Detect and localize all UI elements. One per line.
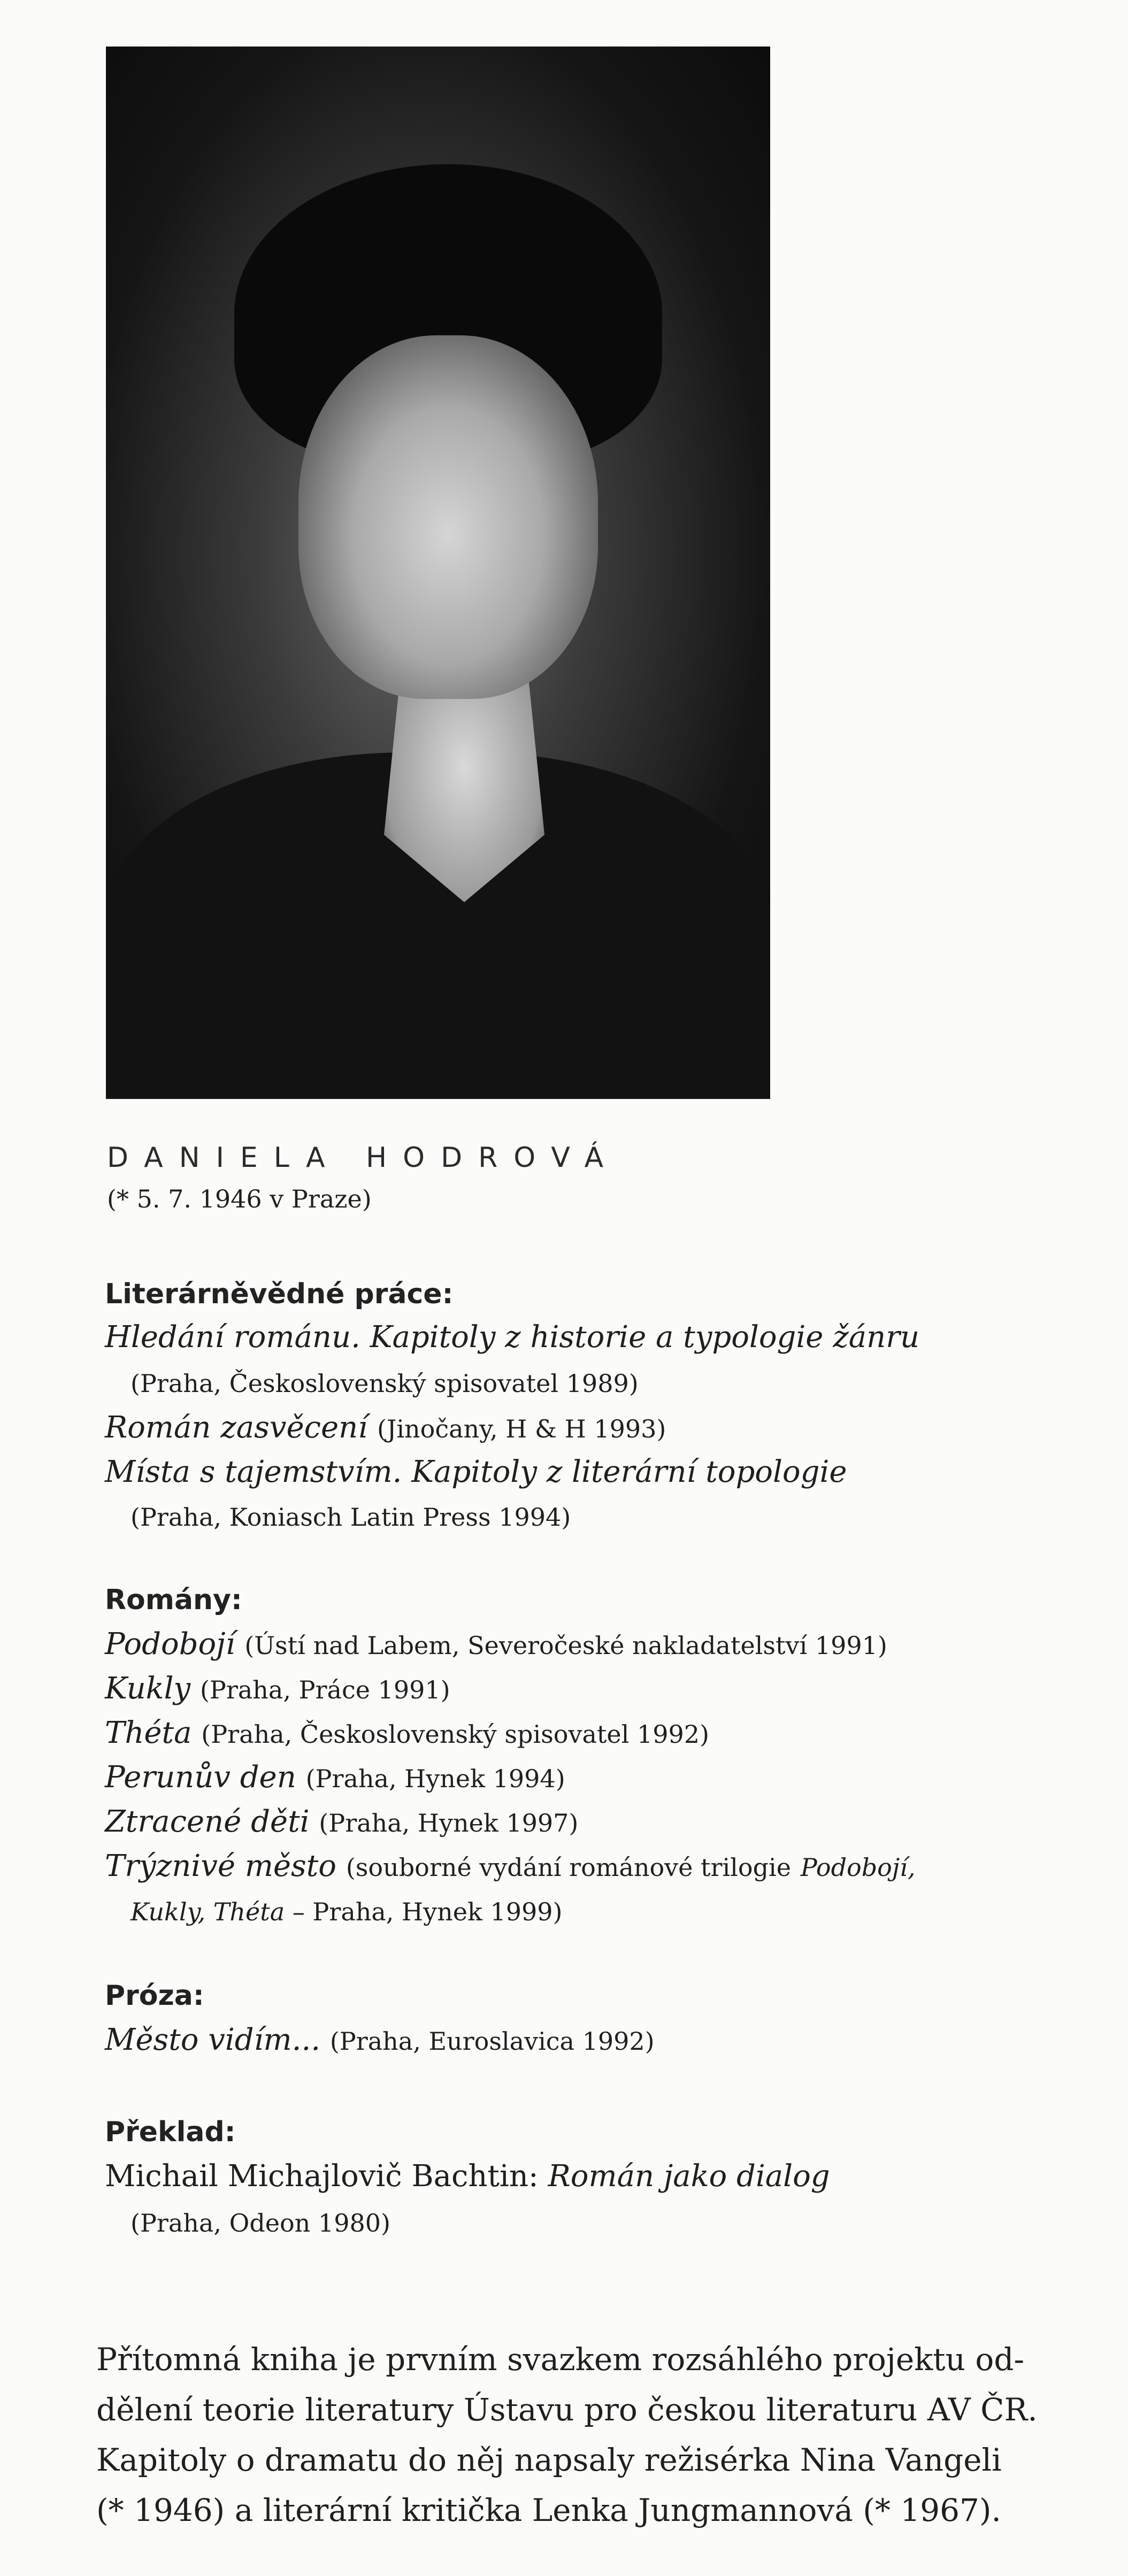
work-detail: (souborné vydání románové trilogie — [346, 1853, 791, 1882]
work-detail: (Praha, Československý spisovatel 1989) — [131, 1369, 639, 1398]
literary-item-1 — [105, 1320, 919, 1355]
work-title: Ztracené děti — [105, 1804, 310, 1839]
author-photo — [106, 47, 770, 1099]
work-title: Kukly — [105, 1671, 191, 1706]
section-heading-novels: Romány: — [105, 1584, 242, 1616]
work-detail: (Praha, Československý spisovatel 1992) — [201, 1720, 709, 1749]
work-detail: (Ústí nad Labem, Severočeské nakladatelství 1991) — [244, 1631, 887, 1660]
paragraph-line: Kapitoly o dramatu do něj napsaly režisérka Nina Vangeli — [96, 2442, 1002, 2478]
work-detail: (Jinočany, H & H 1993) — [377, 1414, 666, 1443]
literary-item-3 — [105, 1455, 847, 1489]
work-detail-titles: Podobojí, — [800, 1853, 916, 1882]
novel-item-1 — [105, 1627, 887, 1662]
novel-item-4 — [105, 1760, 565, 1795]
paragraph-line: (* 1946) a literární kritička Lenka Jungmannová (* 1967). — [96, 2492, 1001, 2528]
work-title: Město vidím... — [105, 2023, 321, 2057]
paragraph-line: dělení teorie literatury Ústavu pro českou literaturu AV ČR. — [96, 2392, 1038, 2428]
prose-item-1 — [105, 2023, 655, 2057]
author-birth: (* 5. 7. 1946 v Praze) — [107, 1185, 372, 1213]
novel-item-6 — [105, 1849, 915, 1883]
novel-item-5 — [105, 1804, 578, 1839]
translation-author: Michail Michajlovič Bachtin: — [105, 2159, 539, 2194]
work-detail: (Praha, Koniasch Latin Press 1994) — [131, 1503, 571, 1532]
work-detail: (Praha, Práce 1991) — [199, 1675, 450, 1704]
work-title: Perunův den — [105, 1760, 296, 1795]
section-heading-literary: Literárněvědné práce: — [105, 1278, 454, 1310]
work-detail: (Praha, Hynek 1994) — [305, 1764, 565, 1793]
work-title: Místa s tajemstvím. Kapitoly z literární topologie — [105, 1455, 847, 1489]
work-title: Trýznivé město — [105, 1849, 337, 1883]
work-detail: (Praha, Odeon 1980) — [131, 2209, 390, 2237]
work-title: Román zasvěcení — [105, 1410, 368, 1445]
work-title: Hledání románu. Kapitoly z historie a typologie žánru — [105, 1320, 920, 1355]
section-heading-prose: Próza: — [105, 1980, 204, 2012]
photo-face — [298, 335, 598, 699]
work-cont-detail: – Praha, Hynek 1999) — [292, 1897, 563, 1926]
novel-item-3 — [105, 1716, 709, 1750]
work-cont-titles: Kukly, Théta — [131, 1897, 285, 1926]
work-title: Théta — [105, 1716, 192, 1750]
work-title: Román jako dialog — [548, 2159, 830, 2194]
novel-item-2 — [105, 1671, 450, 1706]
work-detail: (Praha, Euroslavica 1992) — [329, 2027, 655, 2056]
section-heading-translation: Překlad: — [105, 2116, 236, 2148]
translation-item — [105, 2159, 830, 2194]
novel-item-6-cont — [131, 1897, 563, 1926]
work-title: Podobojí — [105, 1627, 235, 1662]
paragraph-line: Přítomná kniha je prvním svazkem rozsáhlého projektu od- — [96, 2341, 1025, 2378]
work-detail: (Praha, Hynek 1997) — [319, 1809, 579, 1837]
author-name: DANIELA HODROVÁ — [107, 1142, 620, 1174]
closing-paragraph — [96, 2334, 1070, 2535]
literary-item-2 — [105, 1410, 666, 1445]
